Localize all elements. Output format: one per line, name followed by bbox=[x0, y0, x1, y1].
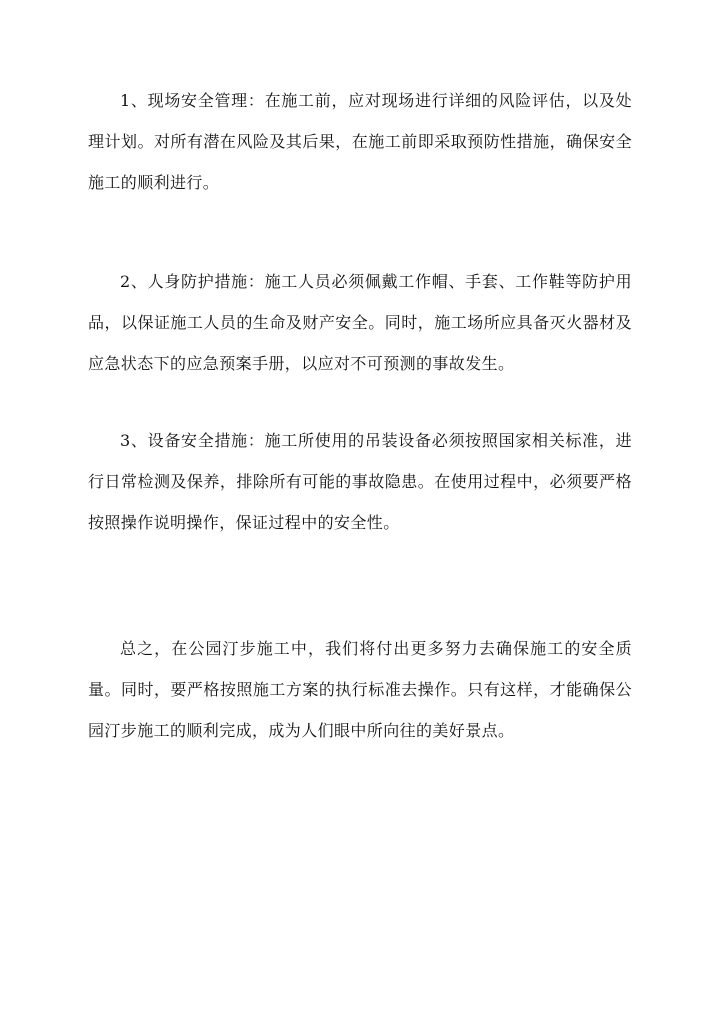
paragraph-conclusion: 总之，在公园汀步施工中，我们将付出更多努力去确保施工的安全质量。同时，要严格按照施工方案的执行标准去操作。只有这样，才能确保公园汀步施工的顺利完成，成为人们眼中所向往的美好景点。 bbox=[88, 639, 632, 740]
paragraph-personal-protection: 2、人身防护措施：施工人员必须佩戴工作帽、手套、工作鞋等防护用品，以保证施工人员的生命及财产安全。同时，施工场所应具备灭火器材及应急状态下的应急预案手册，以应对不可预测的事故发生。 bbox=[88, 272, 632, 373]
paragraph-equipment-safety: 3、设备安全措施：施工所使用的吊装设备必须按照国家相关标准，进行日常检测及保养，排除所有可能的事故隐患。在使用过程中，必须要严格按照操作说明操作，保证过程中的安全性。 bbox=[88, 431, 632, 532]
paragraph-site-safety-management: 1、现场安全管理：在施工前，应对现场进行详细的风险评估，以及处理计划。对所有潜在风险及其后果，在施工前即采取预防性措施，确保安全施工的顺利进行。 bbox=[88, 91, 632, 192]
